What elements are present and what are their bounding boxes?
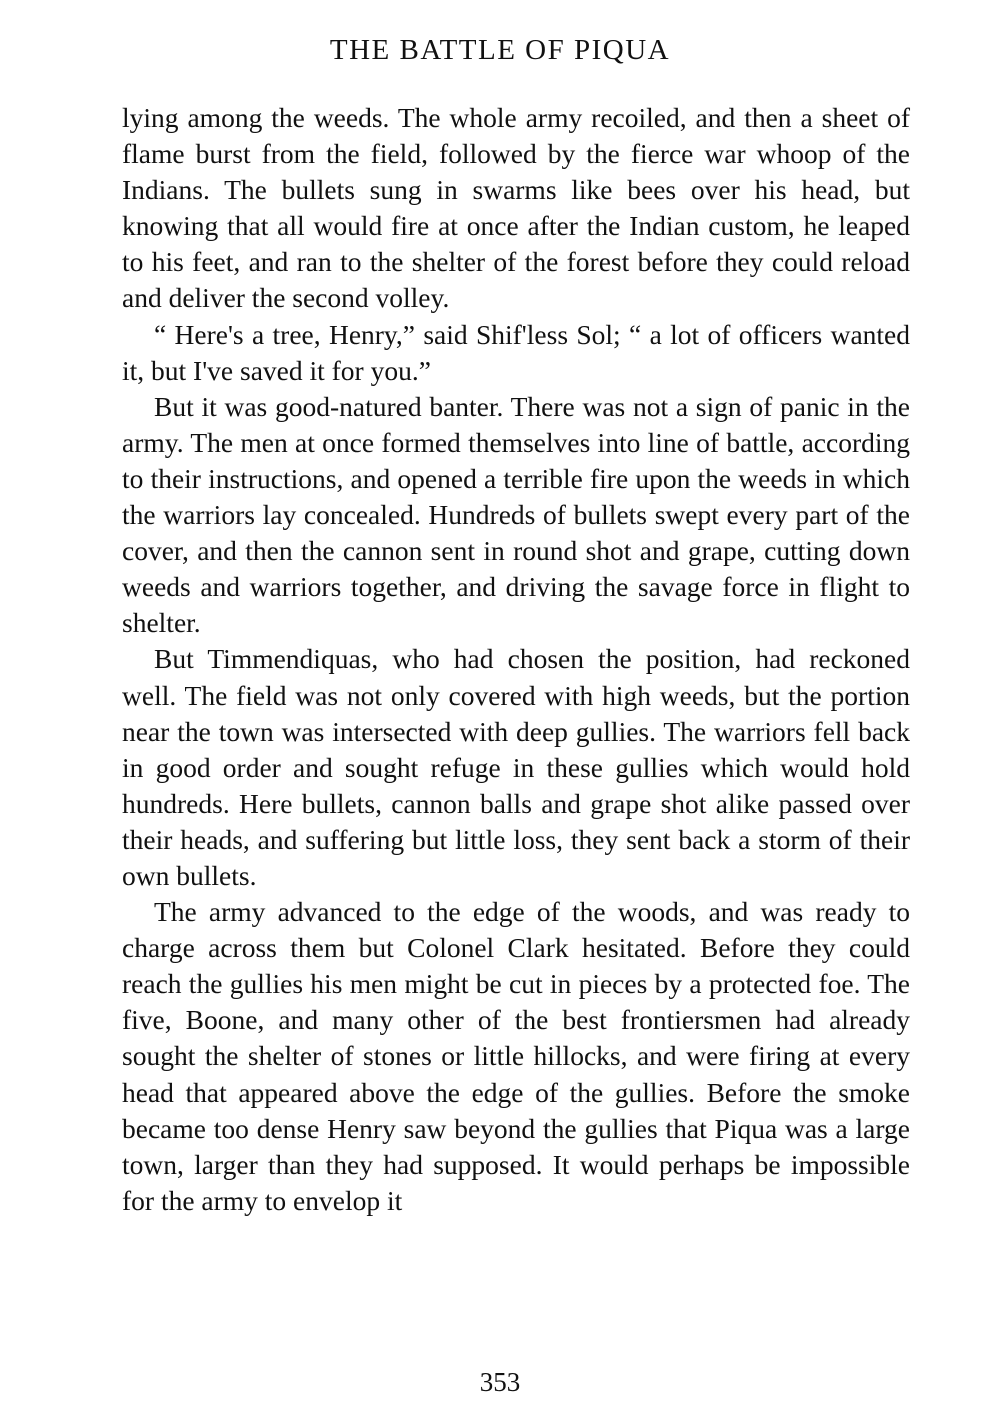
paragraph: The army advanced to the edge of the woods, and was ready to charge across them but Colonel Clark hesitated. Before they could reach the gullies his men might be cut in pieces by a protected foe. The five, Boone, and many other of the best frontiersmen had already sought the shelter of stones or little hillocks, and were firing at every head that appeared above the edge of the gullies. Before the smoke became too dense Henry saw beyond the gullies that Piqua was a large town, larger than they had supposed. It would perhaps be impossible for the army to envelop it: [122, 896, 910, 1216]
body-text: [122, 100, 910, 1219]
paragraph-dialogue: “ Here's a tree, Henry,” said Shif'less Sol; “ a lot of officers wanted it, but I've saved it for you.”: [122, 318, 910, 386]
page-number: 353: [479, 1367, 521, 1397]
paragraph: But Timmendiquas, who had chosen the position, had reckoned well. The field was not only covered with high weeds, but the portion near the town was intersected with deep gullies. The warriors fell back in good order and sought refuge in these gullies which would hold hundreds. Here bullets, cannon balls and grape shot alike passed over their heads, and suffering but little loss, they sent back a storm of their own bullets.: [122, 643, 910, 891]
running-head: THE BATTLE OF PIQUA: [329, 34, 671, 66]
paragraph: But it was good-natured banter. There was not a sign of panic in the army. The men at once formed themselves into line of battle, according to their instructions, and opened a terrible fire upon the weeds in which the warriors lay concealed. Hundreds of bullets swept every part of the cover, and then the cannon sent in round shot and grape, cutting down weeds and warriors together, and driving the savage force in flight to shelter.: [122, 390, 910, 639]
paragraph-continued: lying among the weeds. The whole army recoiled, and then a sheet of flame burst from the field, followed by the fierce war whoop of the Indians. The bullets sung in swarms like bees over his head, but knowing that all would fire at once after the Indian custom, he leaped to his feet, and ran to the shelter of the forest before they could reload and deliver the second volley.: [122, 102, 910, 314]
